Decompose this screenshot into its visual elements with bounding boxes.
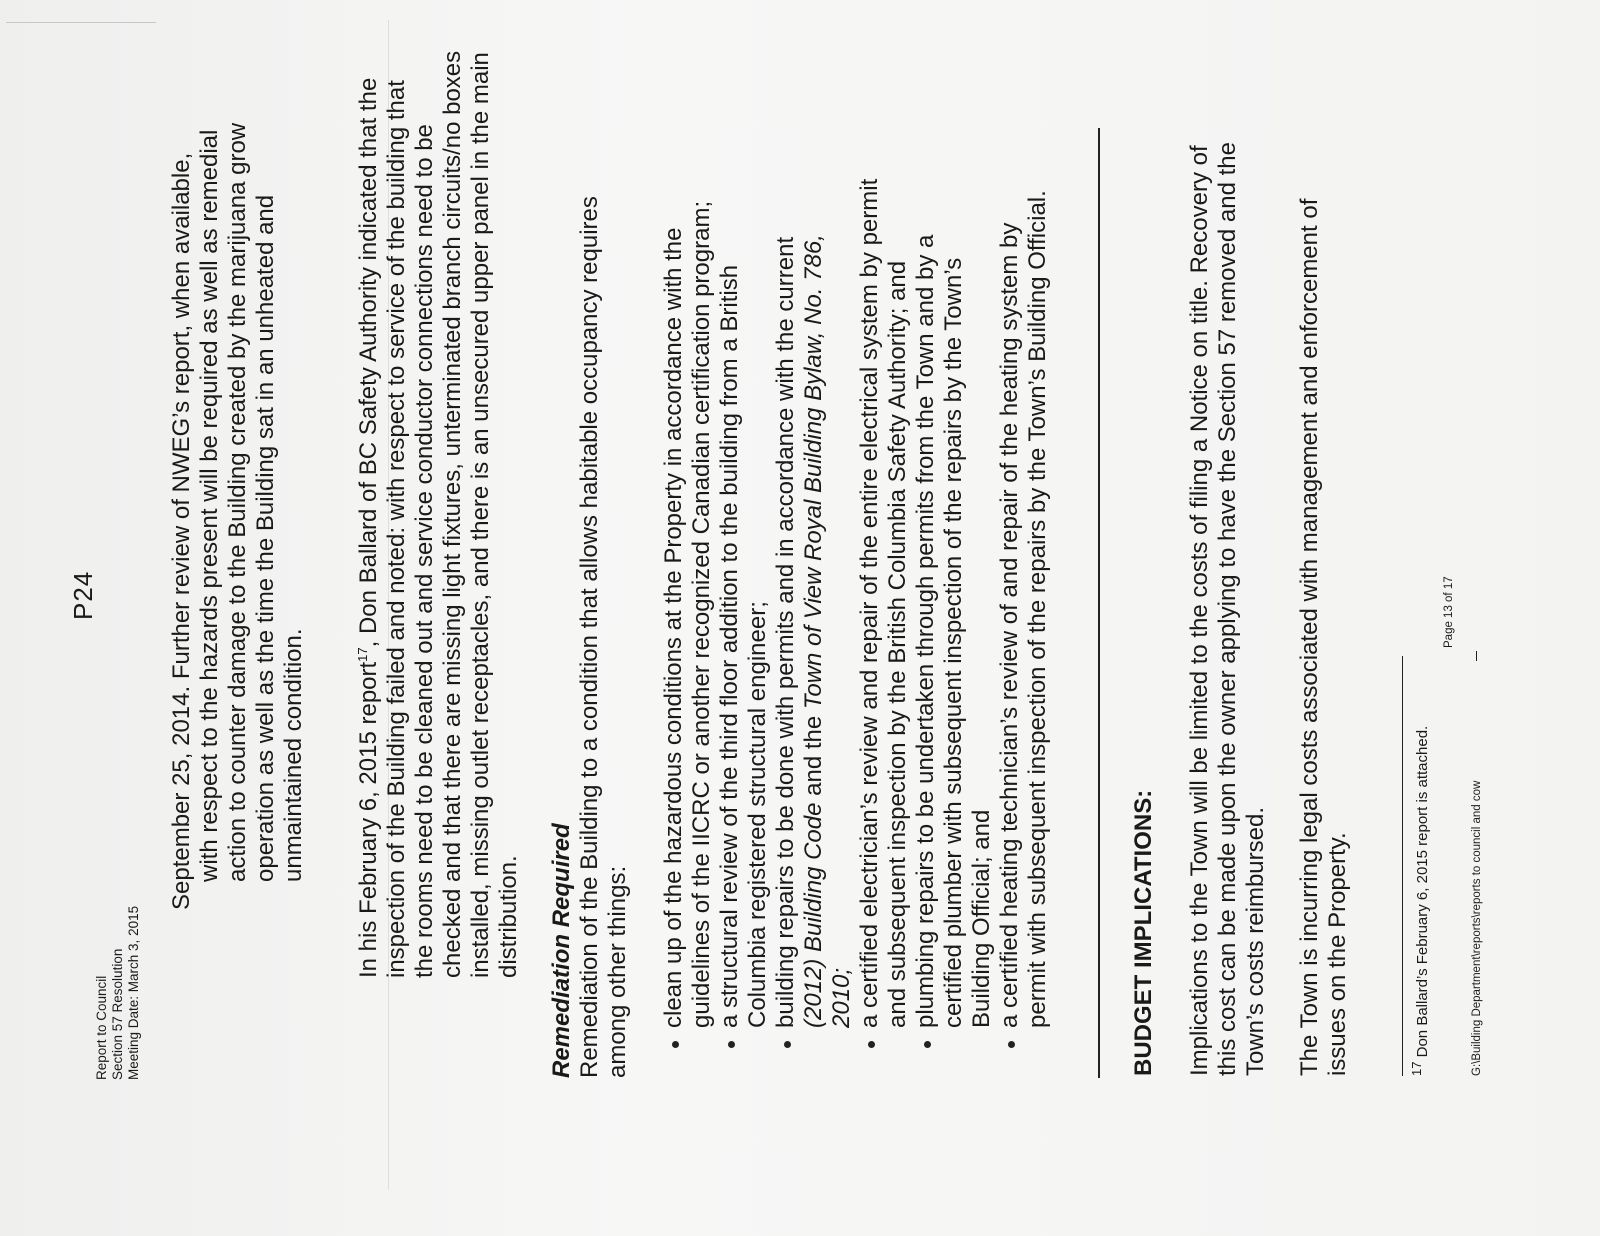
budget-paragraph-2 xyxy=(1296,199,1352,1076)
budget-section xyxy=(1130,790,1158,1076)
remediation-section xyxy=(548,196,632,1078)
list-item xyxy=(996,179,1052,1028)
text-line: Remediation of the Building to a condition that allows habitable occupancy requires xyxy=(576,196,603,1078)
list-item xyxy=(772,179,856,1028)
text-line xyxy=(355,51,383,978)
text-line: Implications to the Town will be limited to the costs of filing a Notice on title. Recovery of xyxy=(1186,145,1213,1076)
text-line: operation as well as the time the Building sat in an unheated and xyxy=(252,194,279,882)
text-line: distribution. xyxy=(495,855,522,978)
text-line: this cost can be made upon the owner applying to have the Section 57 removed and the xyxy=(1214,142,1241,1076)
text-line: Columbia registered structural engineer; xyxy=(744,601,771,1028)
footnote-reference: 17 xyxy=(355,647,370,662)
bullet-icon xyxy=(924,1041,931,1048)
text-line xyxy=(800,179,828,1028)
text-line: the rooms need to be cleaned out and service conductor connections need to be xyxy=(411,124,438,978)
header-line-section: Section 57 Resolution xyxy=(110,948,125,1080)
budget-paragraph-1 xyxy=(1186,142,1270,1076)
bullet-icon xyxy=(868,1041,875,1048)
bullet-icon xyxy=(728,1041,735,1048)
remediation-heading: Remediation Required xyxy=(548,823,575,1078)
text-line: The Town is incurring legal costs associated with management and enforcement of xyxy=(1296,198,1323,1076)
ballard-paragraph xyxy=(355,51,523,978)
footer-mark xyxy=(1476,651,1477,661)
bylaw-reference: Town of View Royal Building Bylaw, No. 786, xyxy=(800,234,827,710)
text-line: action to counter damage to the Building created by the marijuana grow xyxy=(224,122,251,882)
text-line: issues on the Property. xyxy=(1324,832,1351,1076)
text-line: Building Official; and xyxy=(968,809,995,1028)
text-line: unmaintained condition. xyxy=(280,628,307,882)
file-path: G:\Building Department\reports\reports to council and cow xyxy=(1471,780,1483,1076)
text-fragment: , Don Ballard of BC Safety Authority indicated that the xyxy=(355,77,382,648)
text-line: checked and that there are missing light fixtures, unterminated branch circuits/no boxes xyxy=(439,50,466,978)
footnote-text: Don Ballard’s February 6, 2015 report is attached. xyxy=(1414,725,1431,1062)
list-item xyxy=(660,179,716,1028)
text-line: September 25, 2014. Further review of NWEG’s report, when available, xyxy=(168,152,195,910)
text-line: a structural review of the third floor addition to the building from a British xyxy=(716,264,743,1028)
header-line-report: Report to Council xyxy=(94,975,109,1080)
rotated-document-page xyxy=(0,28,1600,1208)
footnote-rule xyxy=(1402,656,1403,1076)
header-line-meeting-date: Meeting Date: March 3, 2015 xyxy=(126,905,141,1080)
text-line: among other things: xyxy=(604,865,631,1078)
footnote-number: 17 xyxy=(1409,1061,1424,1076)
text-line: building repairs to be done with permits and in accordance with the current xyxy=(772,236,799,1028)
text-line: 2010; xyxy=(828,967,855,1028)
text-line: plumbing repairs to be undertaken through permits from the Town and by a xyxy=(912,234,939,1028)
budget-heading: BUDGET IMPLICATIONS: xyxy=(1130,789,1157,1076)
bullet-icon xyxy=(1008,1041,1015,1048)
building-code-reference: (2012) Building Code xyxy=(800,802,827,1028)
continued-paragraph xyxy=(168,123,308,910)
text-line: guidelines of the IICRC or another recognized Canadian certification program; xyxy=(688,200,715,1028)
text-line: a certified heating technician’s review of and repair of the heating system by xyxy=(996,222,1023,1028)
text-line: Town’s costs reimbursed. xyxy=(1242,807,1269,1076)
text-line: inspection of the Building failed and noted: with respect to service of the building that xyxy=(383,80,410,978)
text-line: a certified electrician’s review and repair of the entire electrical system by permit xyxy=(856,178,883,1028)
text-fragment: In his February 6, 2015 report xyxy=(355,661,382,978)
section-divider xyxy=(1098,128,1100,1078)
page-marker: P24 xyxy=(68,570,98,620)
text-line: with respect to the hazards present will be required as well as remedial xyxy=(196,129,223,882)
bullet-icon xyxy=(784,1041,791,1048)
report-header xyxy=(94,906,142,1080)
text-line: permit with subsequent inspection of the repairs by the Town’s Building Official. xyxy=(1024,190,1051,1028)
list-item xyxy=(716,179,772,1028)
bullet-icon xyxy=(672,1041,679,1048)
list-item xyxy=(912,179,996,1028)
scan-edge-mark xyxy=(6,22,156,23)
remediation-bullet-list xyxy=(660,179,1052,1028)
text-line: certified plumber with subsequent inspection of the repairs by the Town’s xyxy=(940,257,967,1028)
text-fragment: and the xyxy=(800,709,827,803)
text-line: clean up of the hazardous conditions at the Property in accordance with the xyxy=(660,227,687,1028)
text-line: and subsequent inspection by the British Columbia Safety Authority; and xyxy=(884,260,911,1028)
text-line: installed, missing outlet receptacles, and there is an unsecured upper panel in the main xyxy=(467,52,494,978)
footnote xyxy=(1409,725,1432,1076)
list-item xyxy=(856,179,912,1028)
page-footer: Page 13 of 17 xyxy=(1443,576,1455,648)
